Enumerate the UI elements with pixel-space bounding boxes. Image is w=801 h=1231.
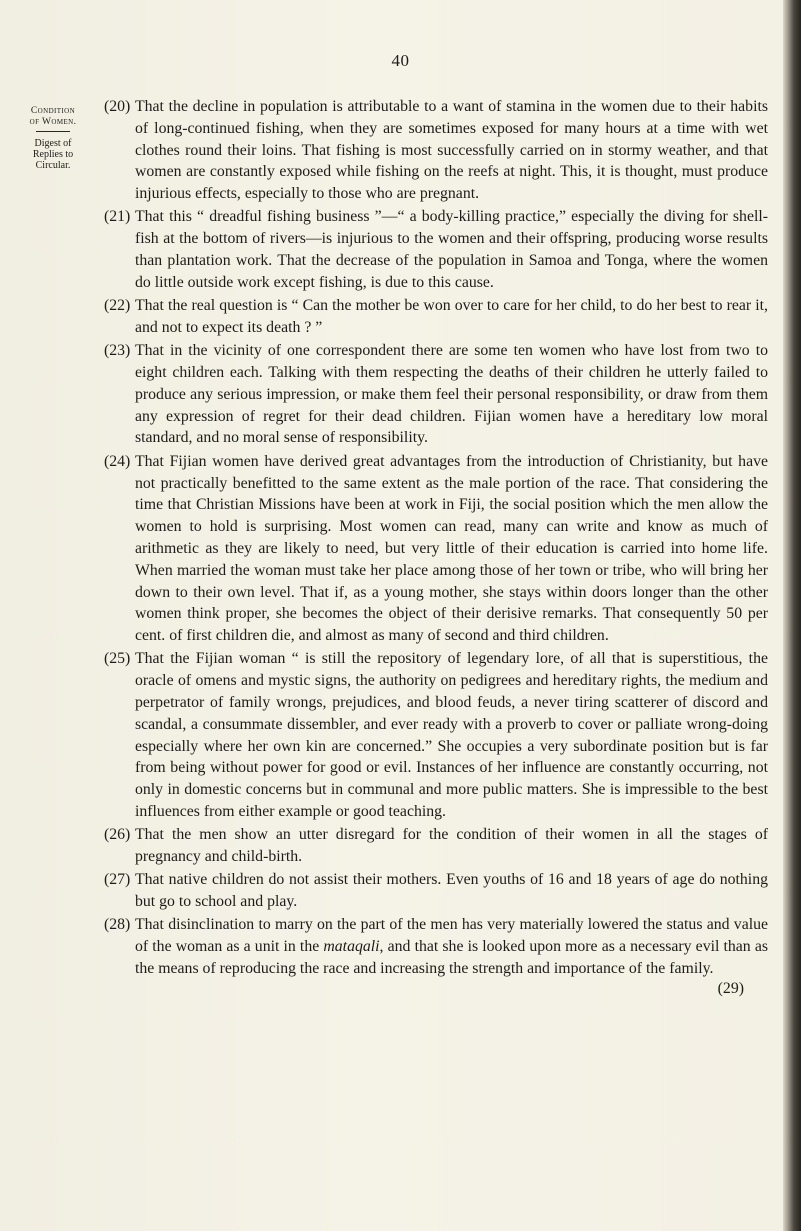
item-number: (20) [104,98,131,115]
margin-note-digest [24,138,82,171]
margin-note-condition-line2: of Women. [29,117,77,127]
item-text-part1: That disinclination to marry on the part of the men has very materially lowered the status and value of the woman as a unit in the [135,916,768,956]
item-text: That the Fijian woman “ is still the repository of legendary lore, of all that is superstitious, the oracle of omens and mystic signs, the authority on pedigrees and hereditary rights, the medium and perpetrator of family wrongs, prejudices, and blood feuds, a never tiring scatterer of discord and scandal, a consummate dissembler, and ever ready with a proverb to cover or palliate wrong-doing especially where her own kin are concerned.” She occupies a very subordinate position but is far from being without power for good or evil. Instances of her influence are constantly occurring, not only in domestic concerns but in communal and more public matters. She is impressible to the best influences from either example or good teaching. [135,650,768,820]
margin-note-condition-of-women [24,106,82,132]
item-22 [104,295,768,339]
continuation-marker: (29) [717,980,744,998]
item-text: That the real question is “ Can the mother be won over to care for her child, to do her best to rear it, and not to expect its death ? ” [135,297,768,336]
body-text [104,96,768,1000]
item-number: (21) [104,208,131,226]
item-number: (27) [104,871,131,889]
item-text: That in the vicinity of one correspondent there are some ten women who have lost from two to eight children each. Talking with them respecting the deaths of their children he utterly failed to produce any serious impression, or make them feel their personal responsibility, or draw from them any expression of regret for their dead children. Fijian women have a hereditary low moral standard, and no moral sense of responsibility. [135,342,768,447]
item-text: That the decline in population is attributable to a want of stamina in the women due to their habits of long-continued fishing, when they are sometimes exposed for many hours at a time with wet clothes round their loins. That fishing is most successfully carried on in stormy weather, and that women are constantly exposed while fishing on the reefs at night. This, it is thought, must produce injurious effects, especially to those who are pregnant. [135,98,768,203]
margin-note-digest-line3: Circular. [35,160,71,171]
item-text: That Fijian women have derived great advantages from the introduction of Christianity, but have not practically benefitted to the same extent as the male portion of the race. That considering the time that Christian Missions have been at work in Fiji, the social position which the men allow the women to hold is surprising. Most women can read, many can write and know as much of arithmetic as they are likely to need, but very little of their education is carried into home life. When married the woman must take her place among those of her town or tribe, who will bring her down to their own level. That if, as a young mother, she stays within doors longer than the other women think proper, she becomes the object of their derisive remarks. That consequently 50 per cent. of first children die, and almost as many of second and third children. [135,452,768,645]
item-number: (22) [104,297,131,315]
item-number: (26) [104,826,131,844]
item-25 [104,648,768,822]
item-text-part2: , and that she is looked upon more as a necessary evil than as the means of reproducing the race and increasing the strength and importance of the family. [135,938,768,978]
item-text: That native children do not assist their mothers. Even youths of 16 and 18 years of age do nothing but go to school and play. [135,871,768,911]
item-26 [104,824,768,868]
item-number: (24) [104,452,131,470]
item-23 [104,340,768,449]
margin-note-digest-line2: Replies to [32,149,74,160]
margin-note-condition-line1: Condition [30,106,76,116]
item-text: That the men show an utter disregard for the condition of their women in all the stages of pregnancy and child-birth. [135,826,768,866]
item-21 [104,206,768,293]
margin-note-rule [36,131,70,132]
page-binding-edge [783,0,801,1231]
item-number: (25) [104,650,131,668]
item-20 [104,96,768,205]
item-number: (23) [104,342,131,360]
item-text: That this “ dreadful fishing business ”—“ a body-killing practice,” especially the diving for shell-fish at the bottom of rivers—is injurious to the women and their offspring, producing worse results than plantation work. That the decrease of the population in Samoa and Tonga, where the women do little outside work except fishing, is due to this cause. [135,208,768,291]
item-24 [104,451,768,647]
item-28 [104,914,768,979]
page-number: 40 [391,51,410,70]
item-text-italic-mataqali: mataqali [323,938,380,956]
margin-note-digest-line1: Digest of [34,138,72,149]
item-number: (28) [104,916,131,934]
item-27 [104,869,768,913]
